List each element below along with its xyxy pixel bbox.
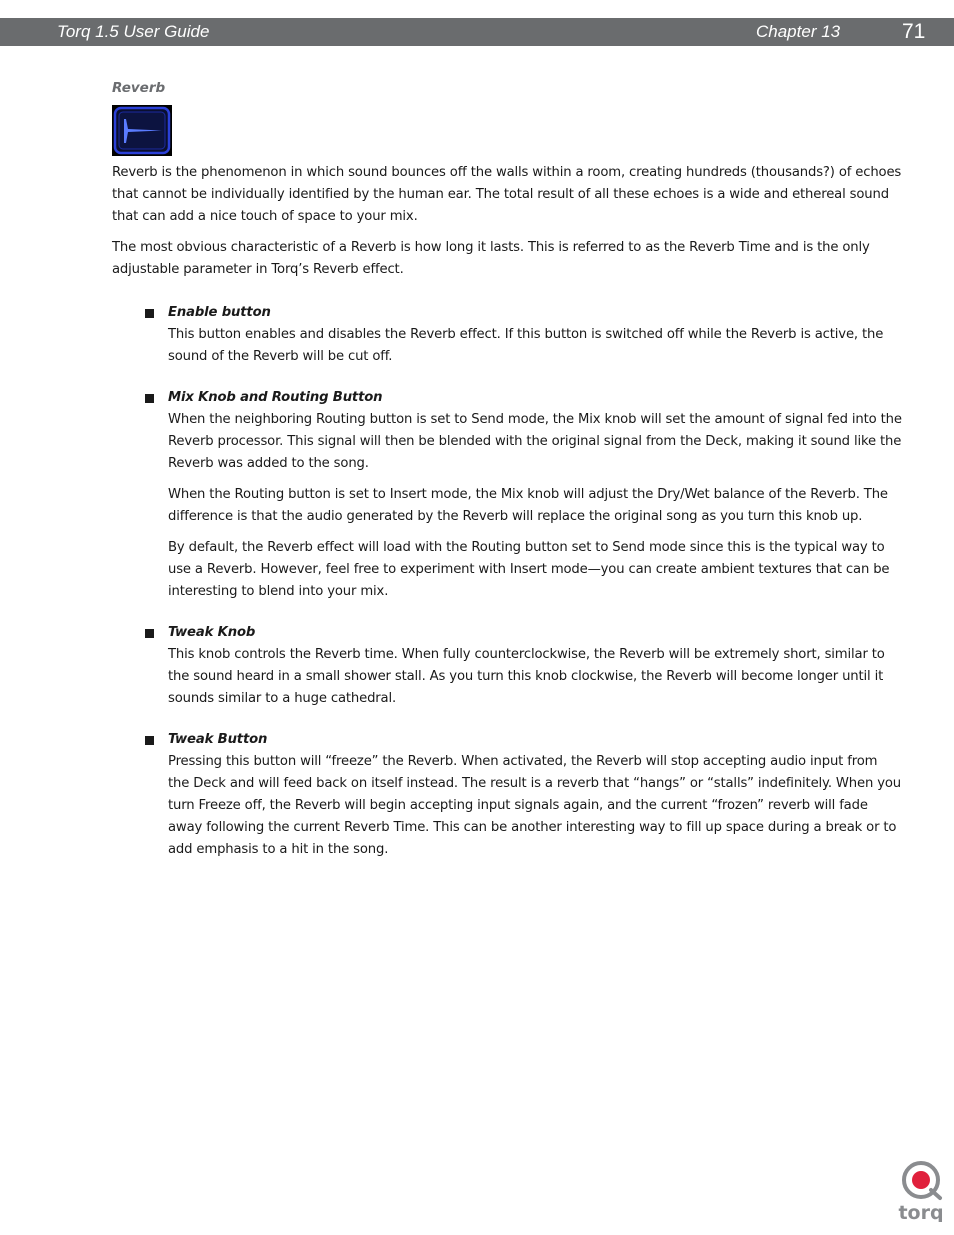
intro-paragraph: Reverb is the phenomenon in which sound bounces off the walls within a room, creating hundreds (thousands?) of echoes that cannot be individually identified by the human ear. The total result of all these echoes is a wide and ethereal sound that can add a nice touch of space to your mix. xyxy=(112,165,902,224)
feature-item xyxy=(112,729,902,861)
logo-text: torq xyxy=(898,1202,944,1222)
page-header xyxy=(0,18,954,46)
document-title: Torq 1.5 User Guide xyxy=(57,22,210,41)
square-bullet-icon xyxy=(145,629,154,638)
feature-item xyxy=(112,622,902,710)
feature-list xyxy=(112,302,902,861)
feature-heading: Mix Knob and Routing Button xyxy=(168,390,383,405)
page-number: 71 xyxy=(902,20,926,43)
feature-heading: Tweak Knob xyxy=(168,625,256,640)
reverb-icon xyxy=(112,105,172,156)
feature-description: When the Routing button is set to Insert mode, the Mix knob will adjust the Dry/Wet balance of the Reverb. The difference is that the audio generated by the Reverb will replace the original song as you turn this knob up. xyxy=(168,487,888,524)
feature-description: When the neighboring Routing button is set to Send mode, the Mix knob will set the amount of signal fed into the Reverb processor. This signal will then be blended with the original signal from the Deck, making it sound like the Reverb was added to the song. xyxy=(168,412,902,471)
section-title: Reverb xyxy=(112,80,166,96)
feature-description: This button enables and disables the Reverb effect. If this button is switched off while the Reverb is active, the sound of the Reverb will be cut off. xyxy=(168,327,884,364)
feature-heading: Tweak Button xyxy=(168,732,268,747)
feature-item xyxy=(112,387,902,603)
square-bullet-icon xyxy=(145,394,154,403)
chapter-label: Chapter 13 xyxy=(756,22,841,41)
square-bullet-icon xyxy=(145,736,154,745)
intro-section xyxy=(112,162,902,281)
square-bullet-icon xyxy=(145,309,154,318)
intro-paragraph: The most obvious characteristic of a Reverb is how long it lasts. This is referred to as the Reverb Time and is the only adjustable parameter in Torq’s Reverb effect. xyxy=(112,240,870,277)
torq-logo xyxy=(898,1160,944,1222)
feature-item xyxy=(112,302,902,368)
feature-heading: Enable button xyxy=(168,305,271,320)
feature-description: By default, the Reverb effect will load with the Routing button set to Send mode since this is the typical way to use a Reverb. However, feel free to experiment with Insert mode—you can create ambient textures that can be interesting to blend into your mix. xyxy=(168,540,890,599)
main-content xyxy=(112,162,902,880)
feature-description: This knob controls the Reverb time. When fully counterclockwise, the Reverb will be extremely short, similar to the sound heard in a small shower stall. As you turn this knob clockwise, the Reverb will become longer until it sounds similar to a huge cathedral. xyxy=(168,647,885,706)
feature-description: Pressing this button will “freeze” the Reverb. When activated, the Reverb will stop accepting audio input from the Deck and will feed back on itself instead. The result is a reverb that “hangs” or “stalls” indefinitely. When you turn Freeze off, the Reverb will begin accepting input signals again, and the current “frozen” reverb will fade away following the current Reverb Time. This can be another interesting way to fill up space during a break or to add emphasis to a hit in the song. xyxy=(168,754,901,857)
